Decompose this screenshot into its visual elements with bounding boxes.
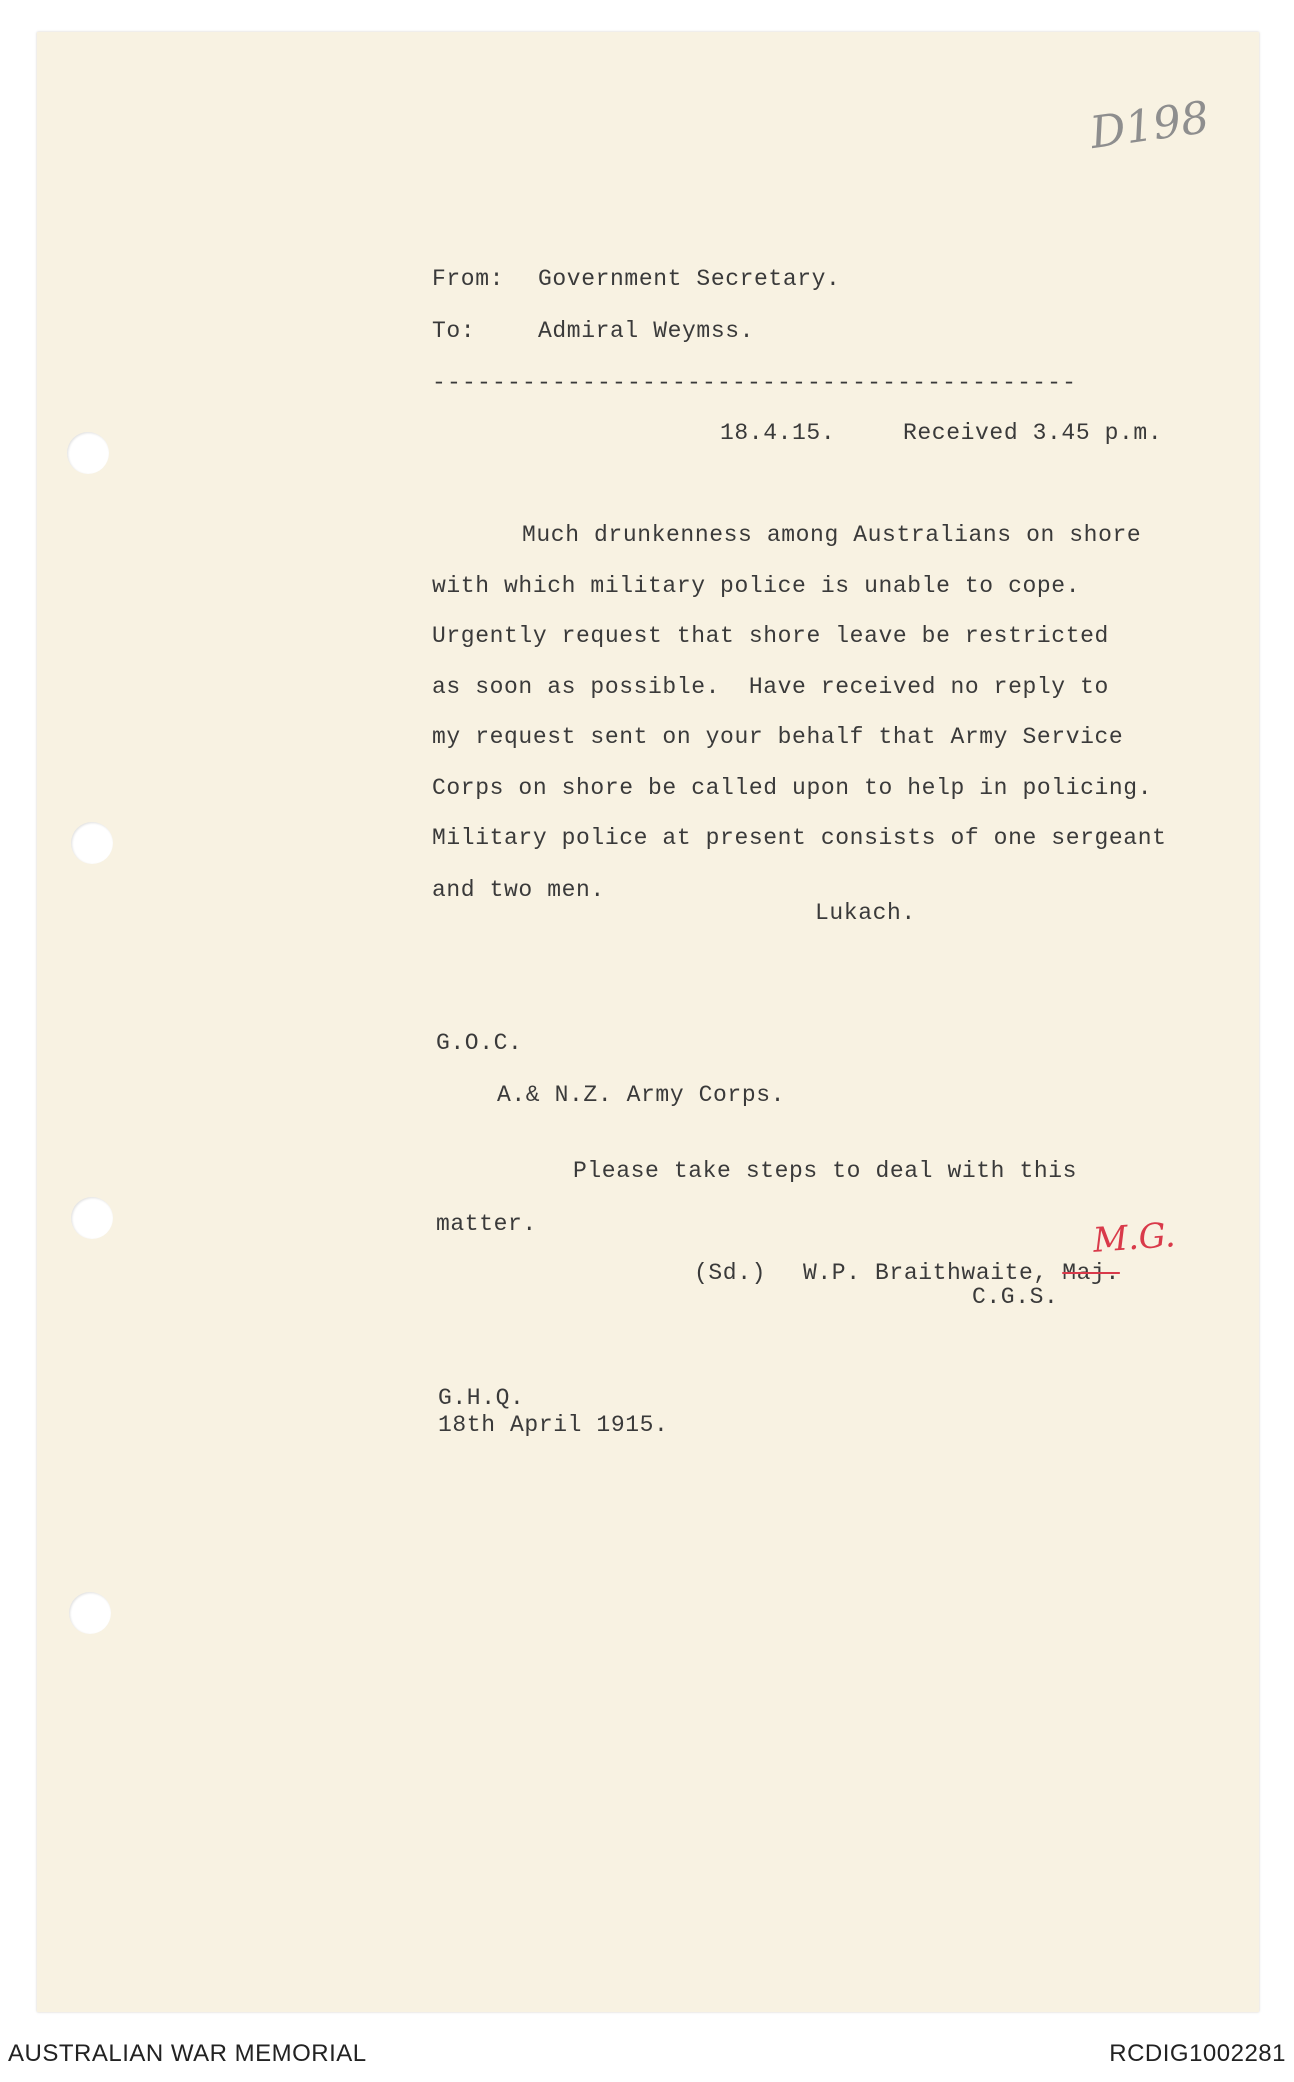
signer-name: W.P. Braithwaite, (803, 1260, 1048, 1286)
message-line: Much drunkenness among Australians on shore (522, 522, 1142, 548)
origin-date: 18th April 1915. (438, 1412, 669, 1438)
message-line: with which military police is unable to cope. (432, 573, 1081, 599)
minute-body-line: Please take steps to deal with this (573, 1158, 1078, 1184)
handwritten-rank-correction: M.G. (1091, 1215, 1177, 1261)
punch-hole (71, 1197, 113, 1239)
archive-reference: RCDIG1002281 (1109, 2040, 1286, 2067)
separator-line: ------------------------------------------- (432, 370, 1078, 396)
punch-hole (67, 432, 109, 474)
message-line: Corps on shore be called upon to help in policing. (432, 775, 1153, 801)
message-line: as soon as possible. Have received no reply to (432, 674, 1109, 700)
message-line: Military police at present consists of one sergeant (432, 825, 1167, 851)
message-signature: Lukach. (815, 900, 916, 926)
received-time: Received 3.45 p.m. (903, 420, 1163, 446)
signatory-title: C.G.S. (972, 1284, 1059, 1310)
from-label: From: (432, 266, 505, 292)
message-line: Urgently request that shore leave be restricted (432, 623, 1109, 649)
signed-marker: (Sd.) (694, 1260, 767, 1286)
punch-hole (69, 1592, 111, 1634)
handwritten-reference-number: D198 (1087, 91, 1213, 160)
from-value: Government Secretary. (538, 266, 841, 292)
addressee-line: A.& N.Z. Army Corps. (497, 1082, 786, 1108)
to-label: To: (432, 318, 476, 344)
signatory-name (803, 1260, 1120, 1286)
origin-place: G.H.Q. (438, 1385, 525, 1411)
message-line: and two men. (432, 877, 605, 903)
message-date: 18.4.15. (720, 420, 836, 446)
punch-hole (71, 822, 113, 864)
archive-name: AUSTRALIAN WAR MEMORIAL (8, 2040, 367, 2067)
minute-body-line: matter. (436, 1211, 537, 1237)
to-value: Admiral Weymss. (538, 318, 755, 344)
struck-rank: Maj. (1062, 1260, 1120, 1286)
message-line: my request sent on your behalf that Army Service (432, 724, 1124, 750)
addressee-line: G.O.C. (436, 1030, 523, 1056)
